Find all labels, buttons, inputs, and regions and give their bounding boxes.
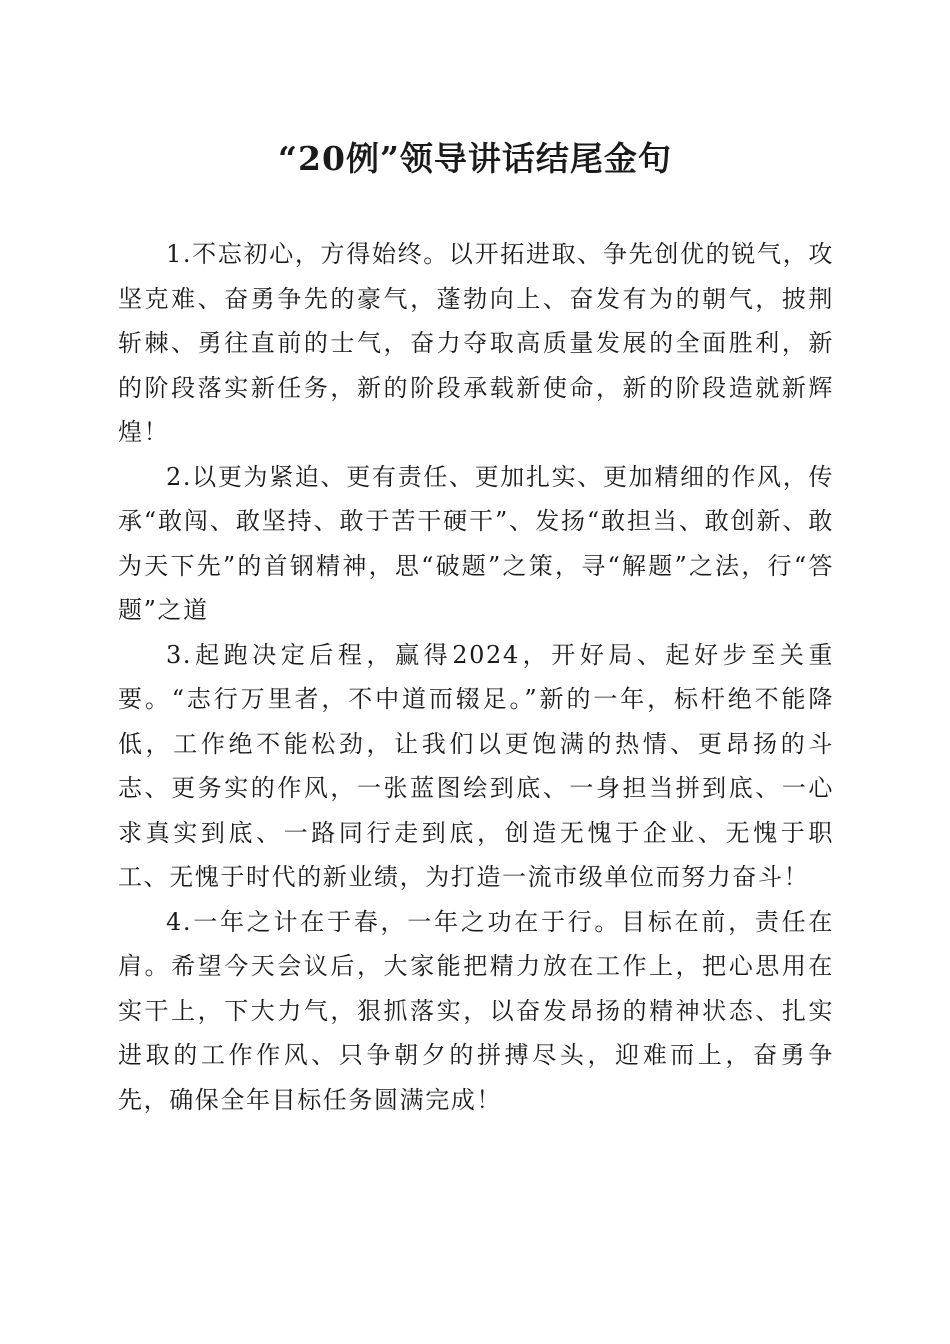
paragraph-3: 3.起跑决定后程，赢得2024，开好局、起好步至关重要。“志行万里者，不中道而辍足。”新的一年，标杆绝不能降低，工作绝不能松劲，让我们以更饱满的热情、更昂扬的斗志、更务实的作风，一张蓝图绘到底、一身担当拼到底、一心求真实到底、一路同行走到底，创造无愧于企业、无愧于职工、无愧于时代的新业绩，为打造一流市级单位而努力奋斗！ xyxy=(118,640,834,891)
paragraph-4: 4.一年之计在于春，一年之功在于行。目标在前，责任在肩。希望今天会议后，大家能把精力放在工作上，把心思用在实干上，下大力气，狠抓落实，以奋发昂扬的精神状态、扎实进取的工作作风、只争朝夕的拼搏尽头，迎难而上，奋勇争先，确保全年目标任务圆满完成！ xyxy=(118,907,834,1114)
document-title: “20例”领导讲话结尾金句 xyxy=(278,139,672,178)
paragraph-2: 2.以更为紧迫、更有责任、更加扎实、更加精细的作风，传承“敢闯、敢坚持、敢于苦干硬干”、发扬“敢担当、敢创新、敢为天下先”的首钢精神，思“破题”之策，寻“解题”之法，行“答题”之道 xyxy=(118,462,834,624)
document-body xyxy=(118,232,834,1122)
paragraph-1: 1.不忘初心，方得始终。以开拓进取、争先创优的锐气，攻坚克难、奋勇争先的豪气，蓬勃向上、奋发有为的朝气，披荆斩棘、勇往直前的士气，奋力夺取高质量发展的全面胜利，新的阶段落实新任务，新的阶段承载新使命，新的阶段造就新辉煌！ xyxy=(118,240,834,446)
